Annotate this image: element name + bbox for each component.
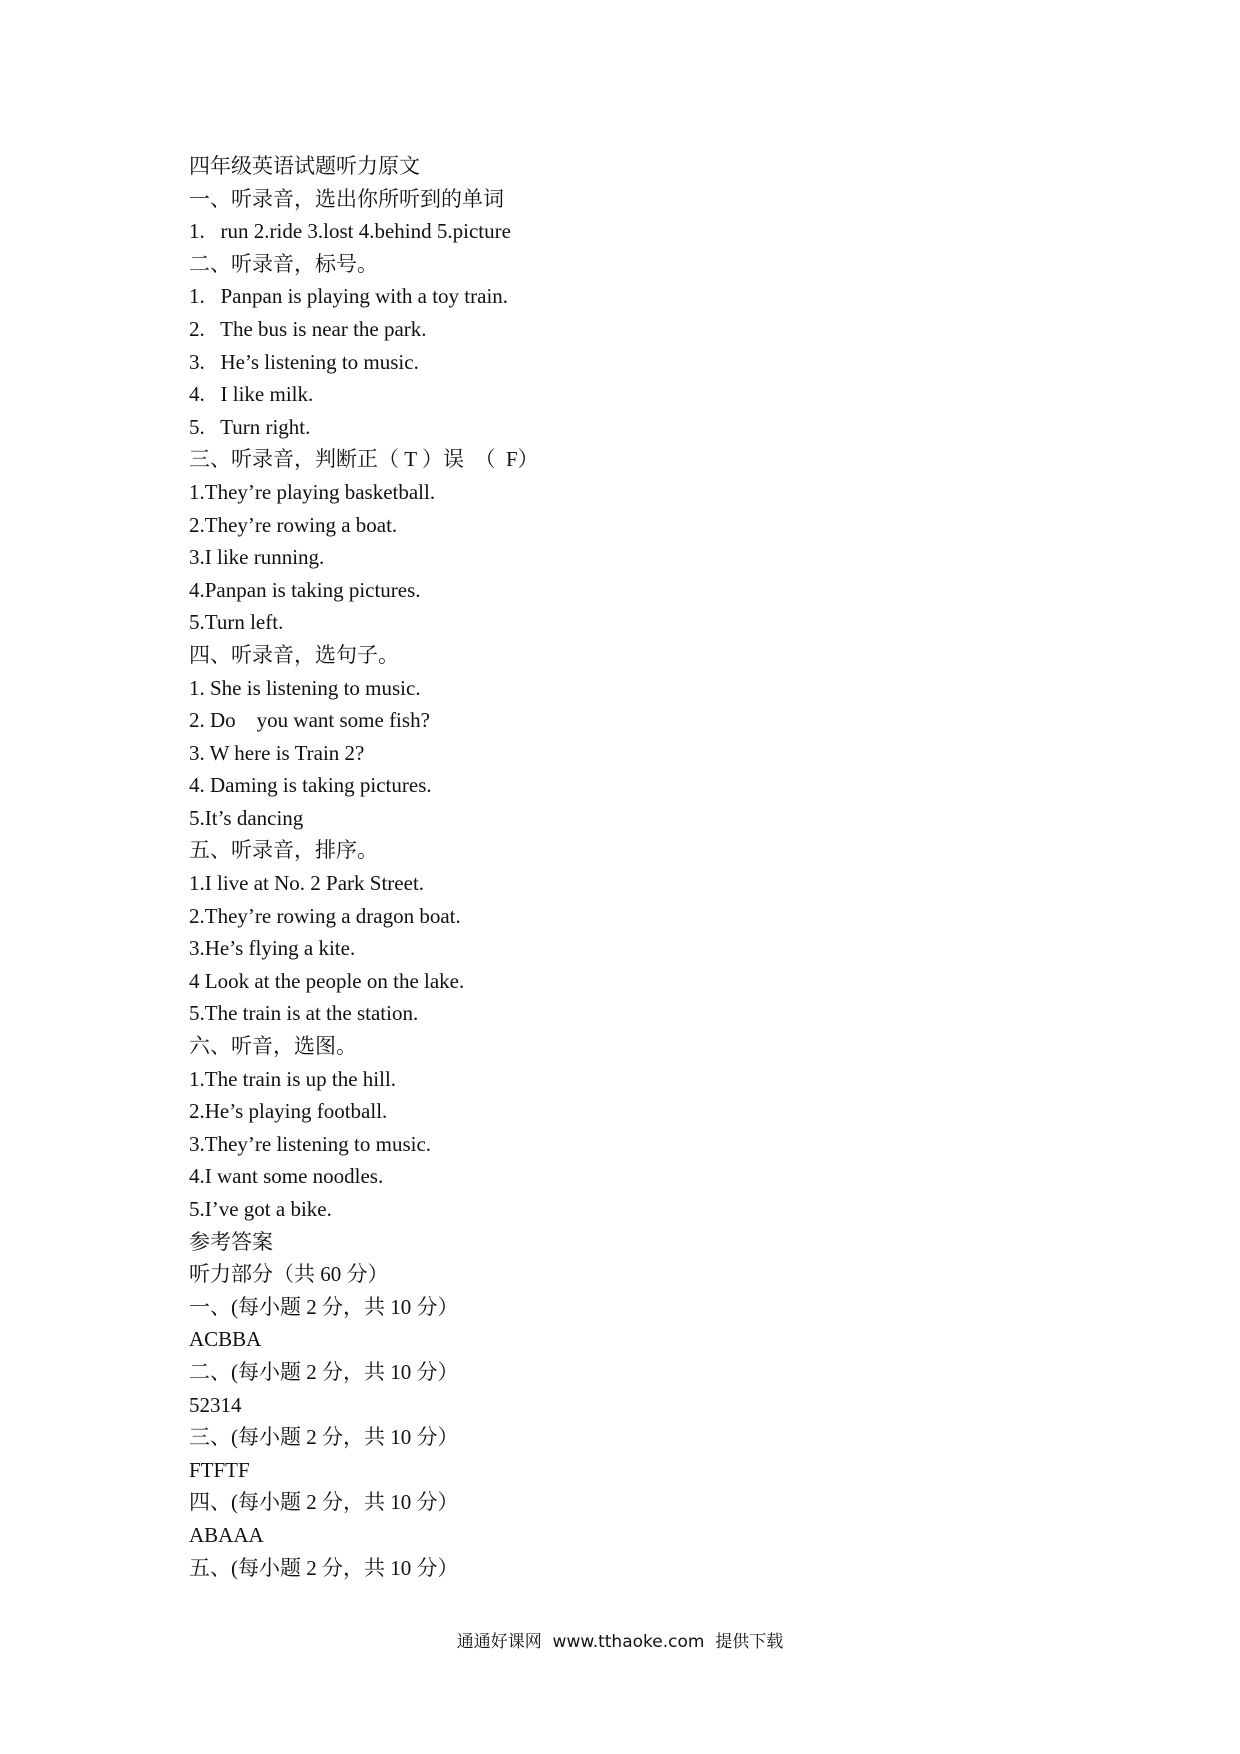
text-line: 52314 (189, 1392, 242, 1417)
text-line: 5.I’ve got a bike. (189, 1197, 332, 1221)
text-line: ACBBA (189, 1327, 262, 1352)
text-line: 1. She is listening to music. (189, 675, 421, 700)
text-line: 4.I want some noodles. (189, 1164, 384, 1189)
text-line: 四、听录音，选句子。 (189, 642, 399, 667)
text-line: 2. Do you want some fish? (189, 708, 430, 733)
text-line: FTFTF (189, 1457, 250, 1482)
text-line: 1. Panpan is playing with a toy train. (189, 284, 509, 309)
text-line: 4. I like milk. (189, 382, 314, 407)
text-line: 1.I live at No. 2 Park Street. (189, 871, 425, 896)
text-line: 一、(每小题 2 分，共 10 分） (189, 1294, 459, 1319)
text-line: 1. run 2.ride 3.lost 4.behind 5.picture (189, 219, 511, 244)
text-line: 4 Look at the people on the lake. (189, 968, 465, 993)
text-line: 参考答案 (189, 1229, 273, 1254)
text-line: 3.He’s flying a kite. (189, 936, 356, 961)
text-line: 五、听录音，排序。 (189, 838, 378, 863)
document-body (189, 150, 1089, 1584)
text-line: 二、(每小题 2 分，共 10 分） (189, 1359, 459, 1384)
text-line: 3. W here is Train 2? (189, 740, 365, 765)
text-line: 5.It’s dancing (189, 805, 304, 830)
text-line: 2.He’s playing football. (189, 1099, 388, 1124)
text-line: 三、听录音，判断正（ T ）误 （ F） (189, 447, 539, 472)
text-line: 3.I like running. (189, 545, 325, 570)
text-line: 5.Turn left. (189, 610, 284, 635)
text-line: 六、听音，选图。 (189, 1034, 357, 1059)
text-line: 4.Panpan is taking pictures. (189, 577, 421, 602)
text-line: 2.They’re rowing a dragon boat. (189, 903, 461, 928)
text-line: 3. He’s listening to music. (189, 349, 419, 374)
text-line: 2.They’re rowing a boat. (189, 512, 398, 537)
text-line: 4. Daming is taking pictures. (189, 773, 432, 798)
text-line: 三、(每小题 2 分，共 10 分） (189, 1425, 459, 1450)
text-line: 1.They’re playing basketball. (189, 479, 436, 504)
text-line: 5. Turn right. (189, 414, 311, 439)
text-line: 四年级英语试题听力原文 (189, 154, 420, 178)
text-line: 听力部分（共 60 分） (189, 1262, 389, 1287)
text-line: 5.The train is at the station. (189, 1001, 419, 1026)
page-footer: 通通好课网 www.tthaoke.com 提供下载 (456, 1632, 784, 1652)
text-line: 二、听录音，标号。 (189, 251, 378, 276)
text-line: 1.The train is up the hill. (189, 1066, 397, 1091)
text-line: 四、(每小题 2 分，共 10 分） (189, 1490, 459, 1515)
text-line: 一、听录音，选出你所听到的单词 (189, 186, 504, 211)
text-line: ABAAA (189, 1522, 264, 1547)
text-line: 3.They’re listening to music. (189, 1131, 432, 1156)
text-line: 五、(每小题 2 分，共 10 分） (189, 1555, 459, 1580)
text-line: 2. The bus is near the park. (189, 316, 427, 341)
